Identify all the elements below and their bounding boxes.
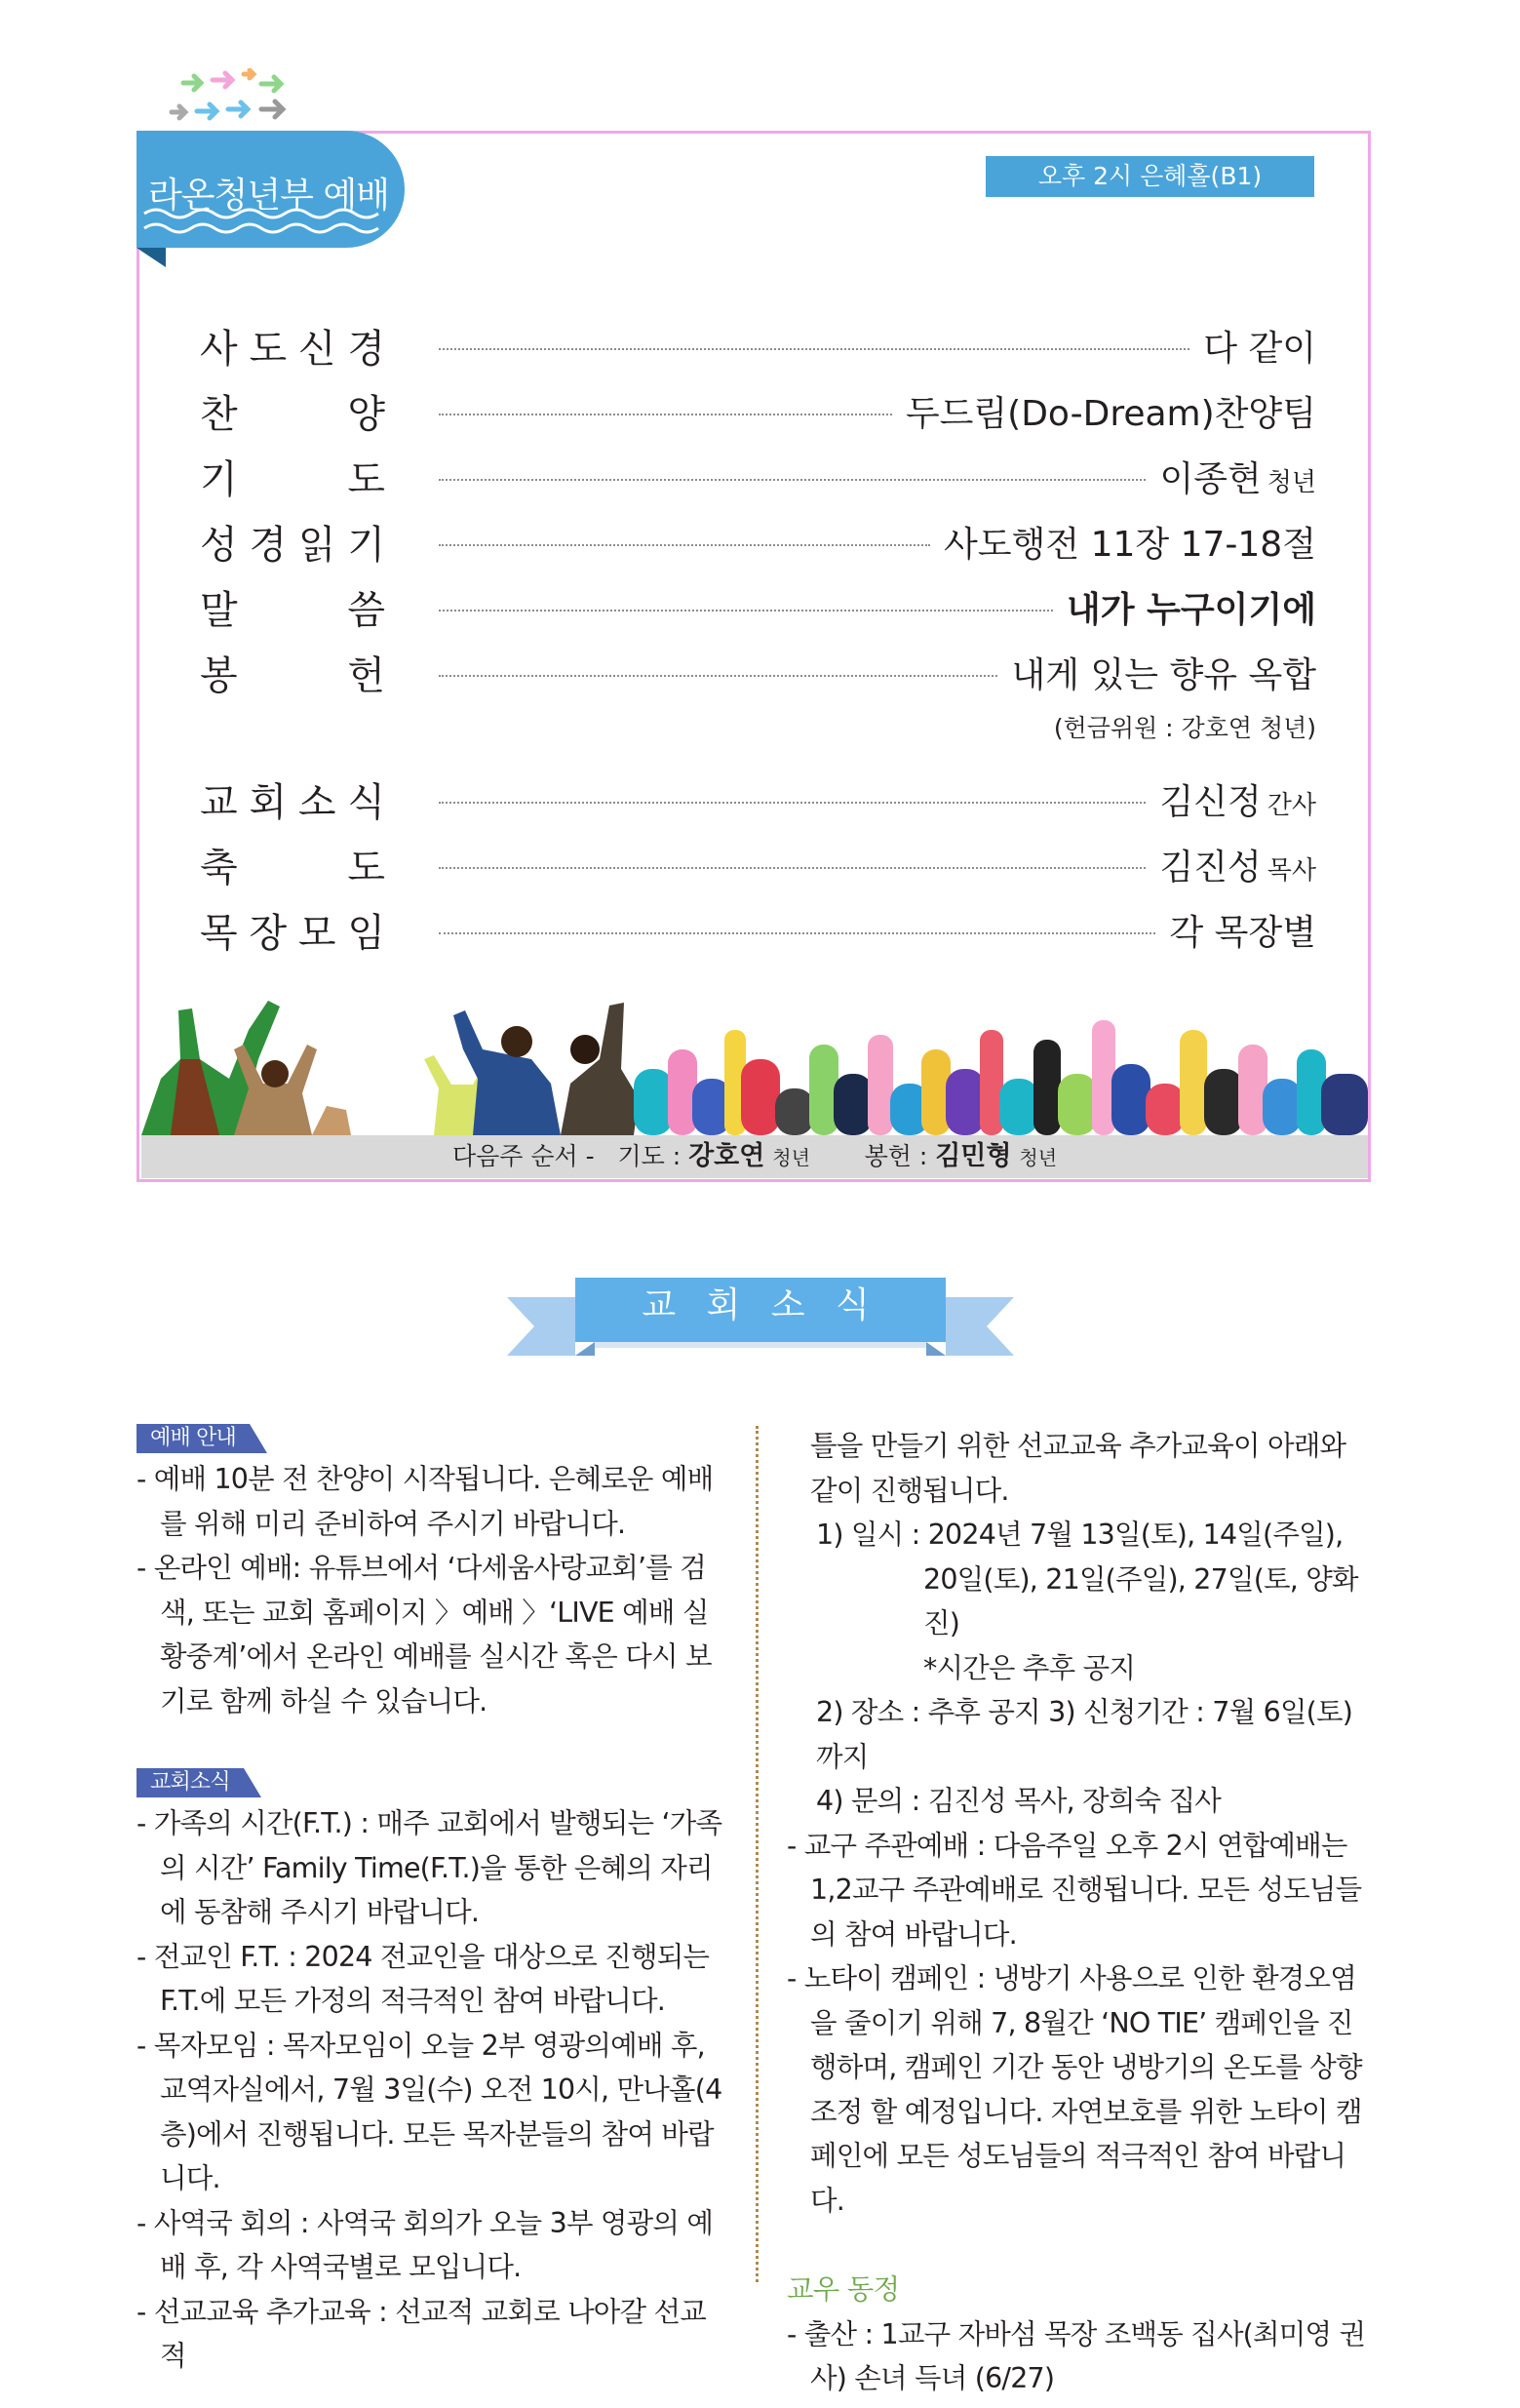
order-row-cell-meeting [200, 905, 1316, 954]
order-row-announcements [200, 774, 1316, 823]
leader-dots [439, 348, 1189, 350]
leader-dots [439, 610, 1053, 612]
order-value: 두드림(Do-Dream)찬양팀 [905, 393, 1316, 434]
order-value: 김신정 간사 [1159, 781, 1316, 822]
order-value: 이종현 청년 [1159, 458, 1316, 499]
cheering-crowd-illustration [141, 991, 1368, 1135]
news-item: - 노타이 캠페인 : 냉방기 사용으로 인한 환경오염을 줄이기 위해 7, 8월간 ‘NO TIE’ 캠페인을 진행하며, 캠페인 기간 동안 냉방기의 온도를 상향조정 할 예정입니다. 자연보호를 위한 노타이 캠페인에 모든 성도님들의 적극적인 참여 바랍니다. [787, 1962, 1362, 2217]
news-right-column [787, 1424, 1372, 2401]
news-item: - 사역국 회의 : 사역국 회의가 오늘 3부 영광의 예배 후, 각 사역국별로 모입니다. [136, 2206, 714, 2283]
time-place-badge: 오후 2시 은혜홀(B1) [986, 156, 1314, 197]
order-value: 다 같이 [1203, 328, 1316, 369]
sermon-title: 내가 누구이기에 [1067, 589, 1316, 630]
order-label: 찬 양 [200, 391, 385, 437]
order-label: 기 도 [200, 456, 385, 502]
order-row-benediction [200, 840, 1316, 888]
order-label: 성 경 읽 기 [200, 522, 385, 568]
leader-dots [439, 867, 1146, 869]
detail-time-note: *시간은 추후 공지 [923, 1651, 1136, 1684]
order-label: 봉 헌 [200, 652, 385, 698]
order-row-sermon [200, 582, 1316, 631]
detail-contact: 4) 문의 : 김진성 목사, 장희숙 집사 [816, 1785, 1222, 1817]
leader-dots [439, 414, 892, 415]
news-item: - 온라인 예배: 유튜브에서 ‘다세움사랑교회’를 검색, 또는 교회 홈페이지 〉예배 〉‘LIVE 예배 실황중계’에서 온라인 예배를 실시간 혹은 다시 보기로 함께 하실 수 있습니다. [136, 1552, 712, 1717]
section-tag: 예배 안내 [136, 1424, 250, 1453]
arrows-decoration-icon [164, 68, 300, 129]
news-item: - 목자모임 : 목자모임이 오늘 2부 영광의예배 후, 교역자실에서, 7월 3일(수) 오전 10시, 만나홀(4층)에서 진행됩니다. 모든 목자분들의 참여 바랍니다. [136, 2029, 722, 2194]
order-label: 교 회 소 식 [200, 779, 385, 825]
leader-dots [439, 544, 930, 546]
order-row-praise [200, 386, 1316, 435]
section-tag: 교회소식 [136, 1768, 244, 1797]
next-week-order-bar: 다음주 순서 - 기도 : 강호연 청년 봉헌 : 김민형 청년 [141, 1135, 1368, 1178]
worship-title: 라온청년부 예배 [148, 176, 389, 216]
leader-dots [439, 932, 1155, 934]
member-news-heading: 교우 동정 [787, 2273, 900, 2306]
tag-corner-icon [250, 1424, 267, 1453]
news-item: - 교구 주관예배 : 다음주일 오후 2시 연합예배는 1,2교구 주관예배로 진행됩니다. 모든 성도님들의 참여 바랍니다. [787, 1829, 1362, 1951]
news-item-continued: 틀을 만들기 위한 선교교육 추가교육이 아래와 같이 진행됩니다. [810, 1430, 1346, 1507]
order-label: 축 도 [200, 845, 385, 890]
order-row-offering [200, 648, 1316, 696]
news-item: - 가족의 시간(F.T.) : 매주 교회에서 발행되는 ‘가족의 시간’ Family Time(F.T.)을 통한 은혜의 자리에 동참해 주시기 바랍니다. [136, 1807, 722, 1928]
news-item: - 예배 10분 전 찬양이 시작됩니다. 은혜로운 예배를 위해 미리 준비하여 주시기 바랍니다. [136, 1463, 714, 1540]
order-value: 내게 있는 향유 옥합 [1011, 654, 1316, 695]
tag-worship-guide [136, 1424, 731, 1453]
leader-dots [439, 675, 997, 677]
column-divider [756, 1426, 759, 2282]
church-news-title: 교 회 소 식 [642, 1285, 879, 1325]
order-row-scripture [200, 517, 1316, 566]
order-value: 김진성 목사 [1159, 847, 1316, 888]
detail-date: 1) 일시 : 2024년 7월 13일(토), 14일(주일), [816, 1519, 1344, 1551]
detail-place-period: 2) 장소 : 추후 공지 3) 신청기간 : 7월 6일(토)까지 [816, 1696, 1353, 1773]
order-row-apostles-creed [200, 321, 1316, 370]
news-item: - 전교인 F.T. : 2024 전교인을 대상으로 진행되는 F.T.에 모든 가정의 적극적인 참여 바랍니다. [136, 1940, 710, 2017]
offering-committee-note: (헌금위원 : 강호연 청년) [1053, 714, 1316, 742]
member-news-item: - 출산 : 1교구 자바섬 목장 조백동 집사(최미영 권사) 손녀 득녀 (6/27) [787, 2317, 1366, 2394]
news-item: - 선교교육 추가교육 : 선교적 교회로 나아갈 선교적 [136, 2295, 706, 2372]
tag-church-news [136, 1768, 731, 1797]
leader-dots [439, 802, 1146, 804]
leader-dots [439, 479, 1146, 481]
order-label: 사 도 신 경 [200, 326, 385, 372]
order-value: 각 목장별 [1169, 912, 1316, 953]
order-value: 사도행전 11장 17-18절 [944, 524, 1316, 565]
detail-date-continued: 20일(토), 21일(주일), 27일(토, 양화진) [923, 1562, 1358, 1639]
news-left-column [136, 1424, 731, 2379]
order-row-prayer [200, 452, 1316, 500]
order-label: 말 씀 [200, 587, 385, 633]
order-label: 목 장 모 임 [200, 910, 385, 956]
tag-corner-icon [244, 1768, 261, 1797]
